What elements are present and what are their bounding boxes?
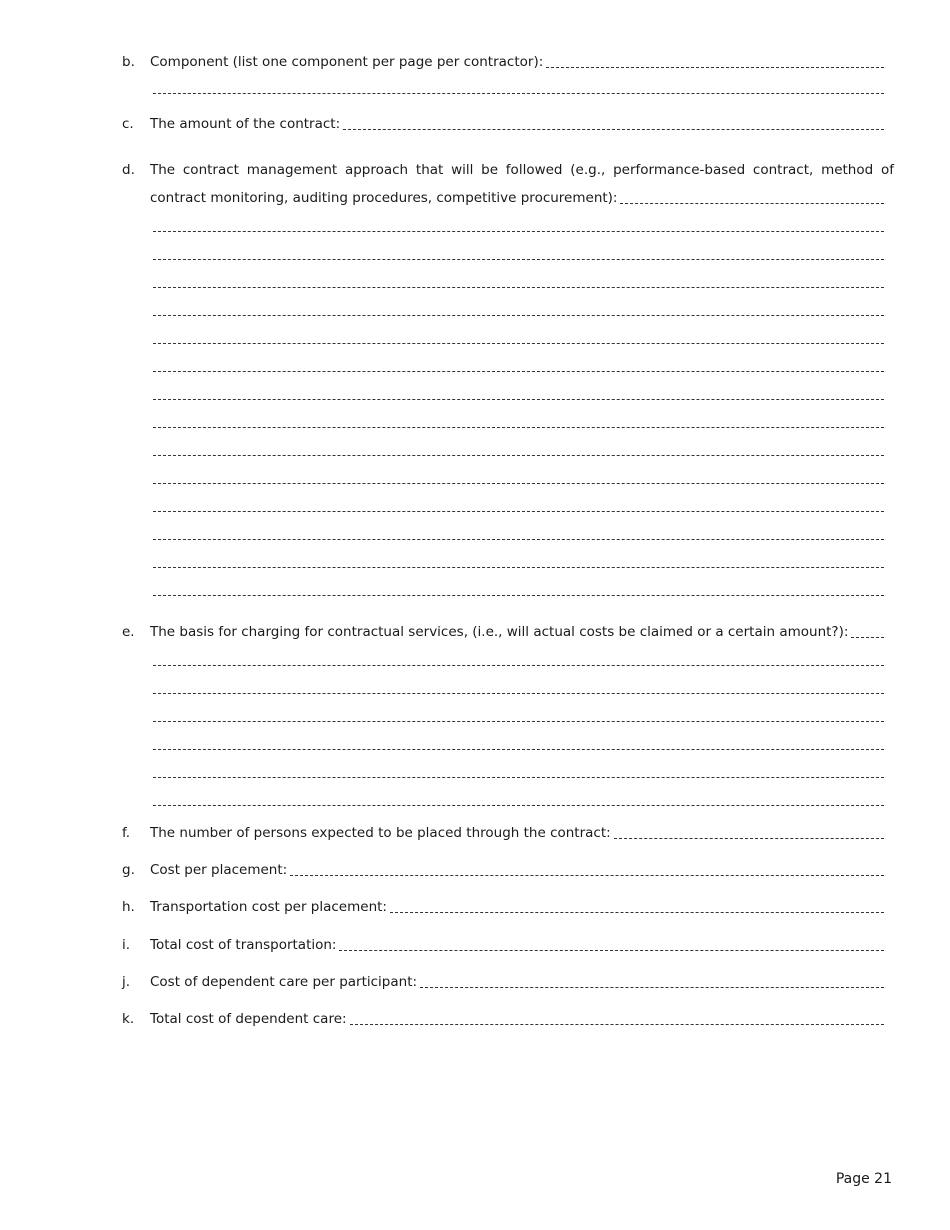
continuation-line[interactable] [122,292,894,320]
item-h-transportation-per-placement [122,897,894,917]
item-label-line2: contract monitoring, auditing procedures, competitive procurement): [150,190,618,206]
continuation-line[interactable] [122,698,894,726]
continuation-line[interactable] [122,236,894,264]
blank-line[interactable] [343,129,884,130]
blank-line[interactable] [390,912,884,913]
continuation-line[interactable] [122,432,894,460]
continuation-line[interactable] [122,348,894,376]
blank-line[interactable] [339,950,884,951]
item-letter: d. [122,162,135,178]
item-letter: i. [122,937,131,953]
continuation-line[interactable] [122,516,894,544]
continuation-line[interactable] [122,726,894,754]
item-letter: b. [122,54,135,70]
continuation-line[interactable] [122,544,894,572]
blank-line[interactable] [614,838,884,839]
item-letter: k. [122,1011,135,1027]
item-d-management-approach [122,160,894,600]
continuation-line[interactable] [122,404,894,432]
continuation-line[interactable] [122,754,894,782]
blank-line[interactable] [350,1024,884,1025]
continuation-line[interactable] [122,572,894,600]
item-g-cost-per-placement [122,860,894,880]
item-f-persons-placed [122,823,894,843]
item-label: Transportation cost per placement: [150,899,387,915]
continuation-line[interactable] [122,460,894,488]
page-number: Page 21 [835,1171,892,1187]
blank-line[interactable] [851,637,884,638]
item-label: The basis for charging for contractual services, (i.e., will actual costs be claimed or a certain amount?): [150,624,849,640]
item-k-total-dependent-care [122,1009,894,1029]
continuation-line[interactable] [122,642,894,670]
item-e-charging-basis [122,622,894,810]
item-letter: e. [122,624,135,640]
item-letter: j. [122,974,131,990]
item-letter: g. [122,862,135,878]
item-label-line1: The contract management approach that will be followed (e.g., performance-based contract, method of [150,162,894,178]
blank-line[interactable] [420,987,884,988]
continuation-line[interactable] [122,488,894,516]
continuation-line[interactable] [122,208,894,236]
continuation-line[interactable] [122,782,894,810]
blank-line[interactable] [290,875,884,876]
item-letter: h. [122,899,135,915]
item-c-contract-amount [122,114,894,134]
item-j-dependent-care-per-participant [122,972,894,992]
item-label: Component (list one component per page per contractor): [150,54,544,70]
item-label: Cost of dependent care per participant: [150,974,418,990]
item-label: The amount of the contract: [150,116,341,132]
item-label: Total cost of dependent care: [150,1011,347,1027]
continuation-line[interactable] [122,670,894,698]
item-label: Cost per placement: [150,862,288,878]
blank-line[interactable] [546,67,884,68]
item-label: Total cost of transportation: [150,937,337,953]
item-label: The number of persons expected to be placed through the contract: [150,825,611,841]
item-i-total-transportation [122,935,894,955]
continuation-line[interactable] [122,264,894,292]
continuation-line[interactable] [122,320,894,348]
item-b-component [122,52,894,98]
blank-line[interactable] [620,203,884,204]
continuation-line[interactable] [122,376,894,404]
continuation-line[interactable] [122,72,894,98]
item-letter: c. [122,116,134,132]
item-letter: f. [122,825,131,841]
